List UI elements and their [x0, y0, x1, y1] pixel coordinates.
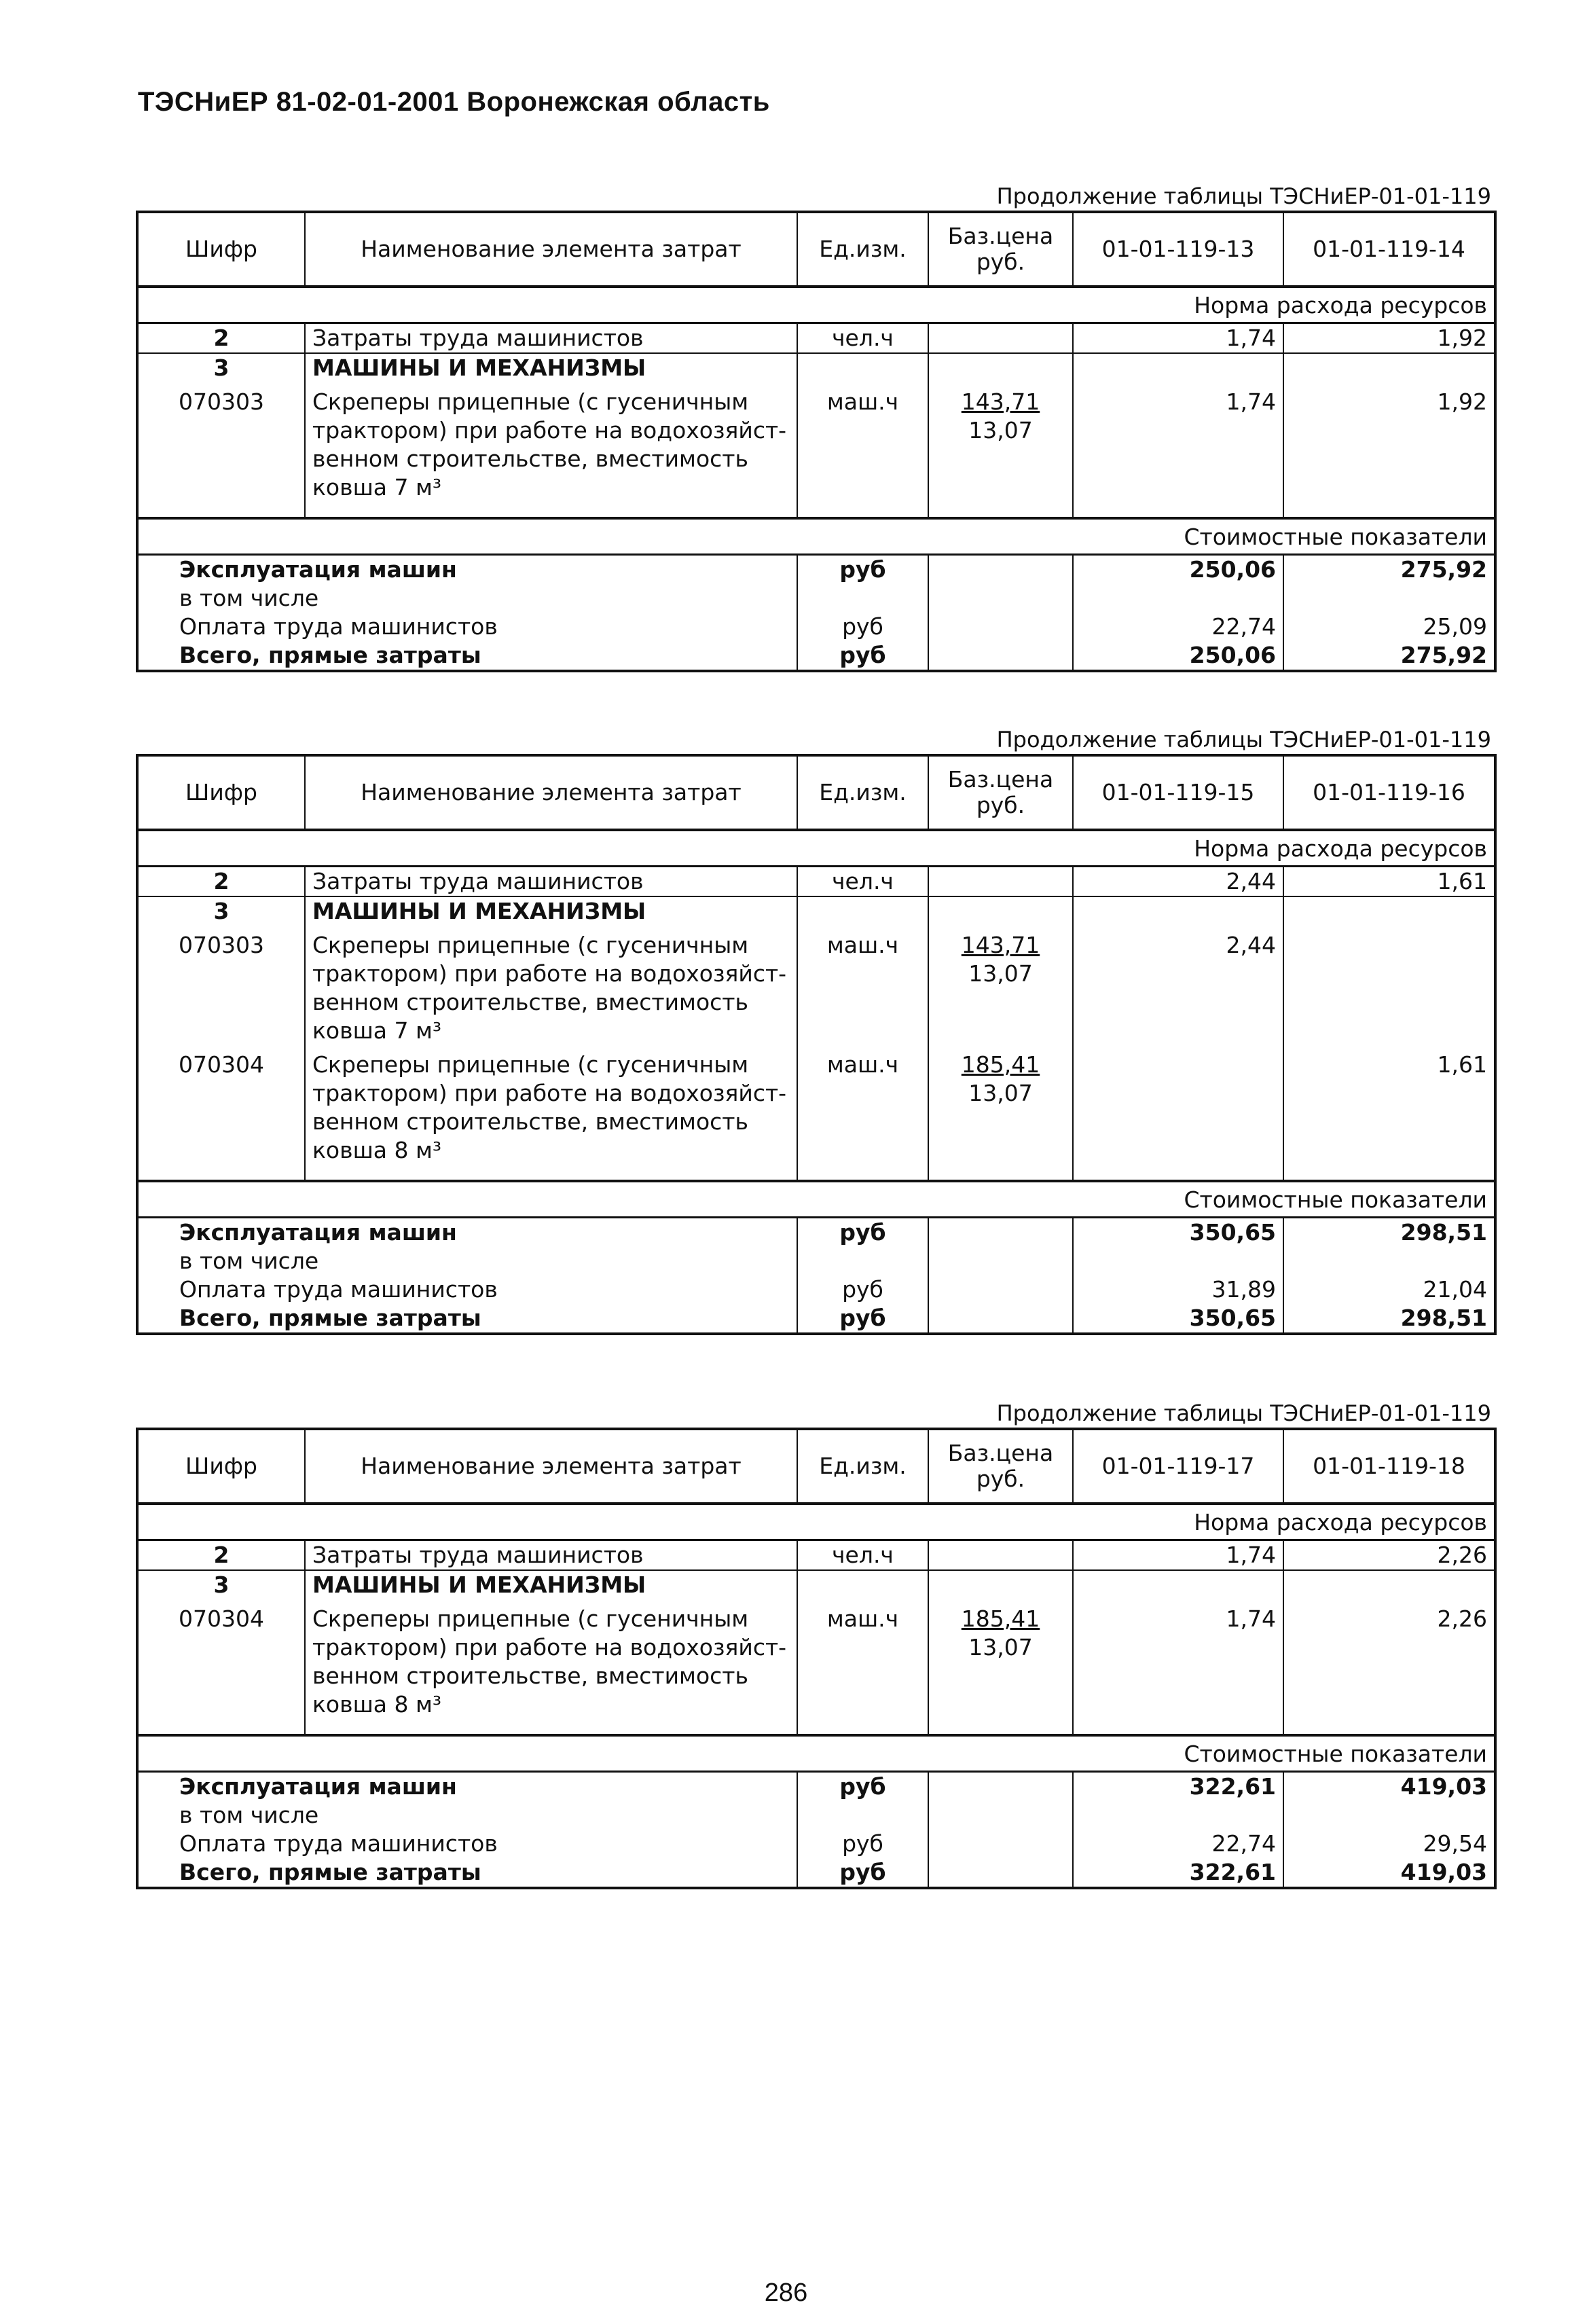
price-machine: 185,41: [961, 1605, 1040, 1632]
labor-unit: чел.ч: [797, 867, 928, 897]
resource-price: [928, 1045, 1073, 1181]
exploitation-row: [137, 1772, 1495, 1802]
cost-subheader: [137, 518, 1495, 555]
including-row: [137, 1247, 1495, 1275]
col-price-header: [928, 1429, 1073, 1504]
total-label: Всего, прямые затраты: [179, 1305, 481, 1331]
resource-table-block: [136, 1399, 1494, 1889]
resource-code: 070303: [179, 388, 264, 415]
exploitation-value-b: 419,03: [1283, 1772, 1495, 1802]
col-price-header: [928, 755, 1073, 830]
page-number: 286: [764, 2278, 808, 2307]
table-caption: Продолжение таблицы ТЭСНиЕР-01-01-119: [996, 1400, 1491, 1426]
wages-unit: руб: [797, 1275, 928, 1304]
resource-row: [137, 926, 1495, 1045]
section-row: [137, 353, 1495, 382]
col-unit-header: Ед.изм.: [797, 1429, 928, 1504]
resource-code: 070304: [179, 1605, 264, 1632]
table-header: [137, 1429, 1495, 1504]
norm-label: Норма расхода ресурсов: [137, 287, 1495, 323]
resource-table: [136, 211, 1497, 672]
labor-value-b: 1,61: [1283, 867, 1495, 897]
total-value-a: 250,06: [1073, 641, 1283, 671]
wages-unit: руб: [797, 1830, 928, 1858]
exploitation-value-b: 298,51: [1283, 1218, 1495, 1248]
wages-value-a: 22,74: [1073, 613, 1283, 641]
section-name: МАШИНЫ И МЕХАНИЗМЫ: [305, 353, 797, 382]
resource-price: [928, 1599, 1073, 1735]
item-name-line: ковша 7 м³: [312, 1017, 442, 1044]
col-unit-header: Ед.изм.: [797, 755, 928, 830]
price-wage: 13,07: [968, 417, 1033, 443]
value-a: 1,74: [1073, 1599, 1283, 1735]
col-code-header: Шифр: [137, 1429, 305, 1504]
col-unit-header: Ед.изм.: [797, 212, 928, 287]
section-row: [137, 1570, 1495, 1599]
cost-subheader: [137, 1181, 1495, 1218]
exploitation-value-a: 350,65: [1073, 1218, 1283, 1248]
table-header: [137, 212, 1495, 287]
labor-name: Затраты труда машинистов: [305, 1540, 797, 1571]
labor-price: [928, 1540, 1073, 1571]
resource-table-block: [136, 182, 1494, 672]
wages-value-b: 21,04: [1283, 1275, 1495, 1304]
labor-value-b: 1,92: [1283, 323, 1495, 354]
labor-unit: чел.ч: [797, 323, 928, 354]
item-name-line: трактором) при работе на водохозяйст-: [312, 960, 787, 987]
labor-value-a: 1,74: [1073, 323, 1283, 354]
item-name-line: Скреперы прицепные (с гусеничным: [312, 1605, 749, 1632]
norm-subheader: [137, 287, 1495, 323]
section-code: 3: [213, 1572, 230, 1598]
section-name: МАШИНЫ И МЕХАНИЗМЫ: [305, 1570, 797, 1599]
item-name-line: ковша 8 м³: [312, 1691, 442, 1718]
resource-unit: маш.ч: [797, 926, 928, 1045]
price-machine: 185,41: [961, 1051, 1040, 1078]
labor-code: 2: [137, 323, 305, 354]
exploitation-row: [137, 1218, 1495, 1248]
resource-table-block: [136, 725, 1494, 1335]
resource-name: [305, 382, 797, 518]
col-b-header: 01-01-119-16: [1283, 755, 1495, 830]
labor-row: [137, 867, 1495, 897]
value-a: [1073, 1045, 1283, 1181]
price-machine: 143,71: [961, 388, 1040, 415]
resource-unit: маш.ч: [797, 1045, 928, 1181]
item-name-line: венном строительстве, вместимость: [312, 989, 748, 1015]
including-label: в том числе: [179, 585, 319, 611]
wages-value-b: 25,09: [1283, 613, 1495, 641]
section-name: МАШИНЫ И МЕХАНИЗМЫ: [305, 896, 797, 926]
resource-row: [137, 1045, 1495, 1181]
price-header-line1: Баз.цена: [947, 766, 1054, 793]
resource-name: [305, 1045, 797, 1181]
wages-label: Оплата труда машинистов: [179, 1830, 498, 1857]
total-value-b: 298,51: [1283, 1304, 1495, 1334]
value-a: 2,44: [1073, 926, 1283, 1045]
labor-name: Затраты труда машинистов: [305, 323, 797, 354]
including-label: в том числе: [179, 1802, 319, 1828]
exploitation-label: Эксплуатация машин: [179, 1773, 457, 1800]
resource-price: [928, 926, 1073, 1045]
exploitation-value-b: 275,92: [1283, 555, 1495, 585]
item-name-line: венном строительстве, вместимость: [312, 1108, 748, 1135]
total-row: [137, 1304, 1495, 1334]
cost-label: Стоимостные показатели: [137, 1735, 1495, 1772]
labor-value-a: 2,44: [1073, 867, 1283, 897]
resource-table: [136, 754, 1497, 1335]
labor-unit: чел.ч: [797, 1540, 928, 1571]
value-b: [1283, 926, 1495, 1045]
wages-label: Оплата труда машинистов: [179, 613, 498, 640]
value-b: 2,26: [1283, 1599, 1495, 1735]
resource-table: [136, 1428, 1497, 1889]
wages-label: Оплата труда машинистов: [179, 1276, 498, 1303]
price-header-line2: руб.: [976, 792, 1025, 818]
resource-row: [137, 1599, 1495, 1735]
price-header-line2: руб.: [976, 249, 1025, 275]
section-code: 3: [213, 355, 230, 381]
exploitation-label: Эксплуатация машин: [179, 556, 457, 583]
total-row: [137, 641, 1495, 671]
value-a: 1,74: [1073, 382, 1283, 518]
resource-unit: маш.ч: [797, 382, 928, 518]
total-value-b: 275,92: [1283, 641, 1495, 671]
resource-row: [137, 382, 1495, 518]
resource-price: [928, 382, 1073, 518]
total-value-b: 419,03: [1283, 1858, 1495, 1888]
total-row: [137, 1858, 1495, 1888]
including-label: в том числе: [179, 1248, 319, 1274]
exploitation-value-a: 322,61: [1073, 1772, 1283, 1802]
item-name-line: Скреперы прицепные (с гусеничным: [312, 1051, 749, 1078]
norm-subheader: [137, 1504, 1495, 1540]
exploitation-row: [137, 555, 1495, 585]
col-code-header: Шифр: [137, 755, 305, 830]
section-row: [137, 896, 1495, 926]
col-code-header: Шифр: [137, 212, 305, 287]
wages-row: [137, 1275, 1495, 1304]
item-name-line: трактором) при работе на водохозяйст-: [312, 417, 787, 443]
resource-code: 070303: [179, 932, 264, 958]
total-unit: руб: [797, 1858, 928, 1888]
value-b: 1,92: [1283, 382, 1495, 518]
price-wage: 13,07: [968, 1634, 1033, 1660]
col-name-header: Наименование элемента затрат: [305, 212, 797, 287]
labor-row: [137, 323, 1495, 354]
exploitation-unit: руб: [797, 555, 928, 585]
wages-row: [137, 613, 1495, 641]
col-a-header: 01-01-119-17: [1073, 1429, 1283, 1504]
value-b: 1,61: [1283, 1045, 1495, 1181]
wages-unit: руб: [797, 613, 928, 641]
total-label: Всего, прямые затраты: [179, 1859, 481, 1885]
table-caption: Продолжение таблицы ТЭСНиЕР-01-01-119: [996, 727, 1491, 752]
norm-subheader: [137, 830, 1495, 867]
resource-code: 070304: [179, 1051, 264, 1078]
wages-value-b: 29,54: [1283, 1830, 1495, 1858]
table-header: [137, 755, 1495, 830]
resource-unit: маш.ч: [797, 1599, 928, 1735]
col-a-header: 01-01-119-13: [1073, 212, 1283, 287]
labor-code: 2: [137, 867, 305, 897]
price-wage: 13,07: [968, 960, 1033, 987]
labor-row: [137, 1540, 1495, 1571]
total-value-a: 350,65: [1073, 1304, 1283, 1334]
item-name-line: венном строительстве, вместимость: [312, 446, 748, 472]
item-name-line: трактором) при работе на водохозяйст-: [312, 1634, 787, 1660]
col-b-header: 01-01-119-18: [1283, 1429, 1495, 1504]
item-name-line: Скреперы прицепные (с гусеничным: [312, 388, 749, 415]
labor-value-a: 1,74: [1073, 1540, 1283, 1571]
item-name-line: ковша 8 м³: [312, 1137, 442, 1163]
item-name-line: трактором) при работе на водохозяйст-: [312, 1080, 787, 1106]
wages-value-a: 31,89: [1073, 1275, 1283, 1304]
wages-value-a: 22,74: [1073, 1830, 1283, 1858]
item-name-line: венном строительстве, вместимость: [312, 1663, 748, 1689]
exploitation-value-a: 250,06: [1073, 555, 1283, 585]
including-row: [137, 1801, 1495, 1830]
col-price-header: [928, 212, 1073, 287]
col-name-header: Наименование элемента затрат: [305, 1429, 797, 1504]
resource-name: [305, 1599, 797, 1735]
labor-price: [928, 867, 1073, 897]
cost-label: Стоимостные показатели: [137, 518, 1495, 555]
cost-subheader: [137, 1735, 1495, 1772]
total-unit: руб: [797, 641, 928, 671]
exploitation-unit: руб: [797, 1772, 928, 1802]
price-header-line2: руб.: [976, 1466, 1025, 1492]
price-wage: 13,07: [968, 1080, 1033, 1106]
labor-name: Затраты труда машинистов: [305, 867, 797, 897]
labor-code: 2: [137, 1540, 305, 1571]
section-code: 3: [213, 898, 230, 924]
total-unit: руб: [797, 1304, 928, 1334]
document-title: ТЭСНиЕР 81-02-01-2001 Воронежская область: [138, 87, 770, 117]
table-caption: Продолжение таблицы ТЭСНиЕР-01-01-119: [996, 183, 1491, 209]
norm-label: Норма расхода ресурсов: [137, 830, 1495, 867]
price-header-line1: Баз.цена: [947, 223, 1054, 249]
exploitation-label: Эксплуатация машин: [179, 1219, 457, 1246]
price-machine: 143,71: [961, 932, 1040, 958]
labor-price: [928, 323, 1073, 354]
including-row: [137, 584, 1495, 613]
col-name-header: Наименование элемента затрат: [305, 755, 797, 830]
total-value-a: 322,61: [1073, 1858, 1283, 1888]
col-b-header: 01-01-119-14: [1283, 212, 1495, 287]
total-label: Всего, прямые затраты: [179, 642, 481, 668]
resource-name: [305, 926, 797, 1045]
exploitation-unit: руб: [797, 1218, 928, 1248]
price-header-line1: Баз.цена: [947, 1440, 1054, 1466]
wages-row: [137, 1830, 1495, 1858]
item-name-line: Скреперы прицепные (с гусеничным: [312, 932, 749, 958]
cost-label: Стоимостные показатели: [137, 1181, 1495, 1218]
norm-label: Норма расхода ресурсов: [137, 1504, 1495, 1540]
item-name-line: ковша 7 м³: [312, 474, 442, 501]
col-a-header: 01-01-119-15: [1073, 755, 1283, 830]
labor-value-b: 2,26: [1283, 1540, 1495, 1571]
